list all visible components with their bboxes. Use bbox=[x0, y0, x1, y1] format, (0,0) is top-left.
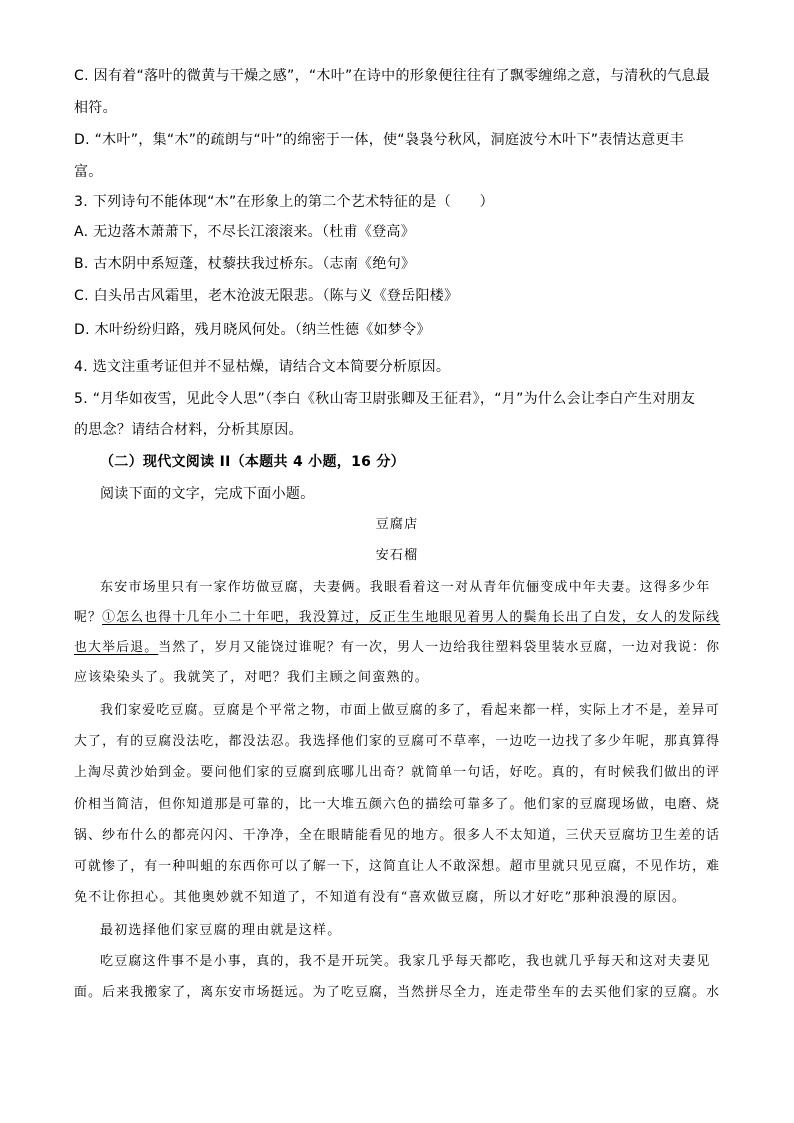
question-3-option-b: B. 古木阴中系短蓬，杖藜扶我过桥东。（志南《绝句》 bbox=[74, 256, 416, 272]
article-p1-line-4: 应该染染头了。我就笑了，对吧？我们主顾之间蛮熟的。 bbox=[74, 670, 430, 685]
article-title: 豆腐店 bbox=[375, 517, 419, 532]
article-author: 安石榴 bbox=[375, 548, 419, 563]
underlined-sentence-1: ①怎么也得十几年小二十年吧，我没算过，反正生生地眼见着男人的鬓角长出了白发，女人的发际线 bbox=[102, 610, 721, 625]
question-3-option-d: D. 木叶纷纷归路，残月晓风何处。（纳兰性德《如梦令》 bbox=[74, 322, 431, 338]
question-5-line-2: 的思念？请结合材料，分析其原因。 bbox=[74, 422, 303, 438]
underlined-sentence-1-end: 也大举后退。 bbox=[74, 640, 159, 655]
article-p2-line-1: 我们家爱吃豆腐。豆腐是个平常之物，市面上做豆腐的多了，看起来都一样，实际上才不是，差异可 bbox=[100, 703, 720, 718]
question-3-stem: 3. 下列诗句不能体现“木”在形象上的第二个艺术特征的是（ ） bbox=[74, 194, 494, 210]
article-p2-line-6: 可就惨了，有一种叫蛆的东西你可以了解一下，这简直让人不敢深想。超市里就只见豆腐，不见作坊，难 bbox=[74, 859, 721, 874]
article-p2-line-7: 免不让你担心。其他奥妙就不知道了，不知道有没有“喜欢做豆腐，所以才好吃”那种浪漫的原因。 bbox=[74, 890, 687, 905]
option-d-line-1: D. “木叶”，集“木”的疏朗与“叶”的绵密于一体，使“袅袅兮秋风，洞庭波兮木叶下”表情达意更丰 bbox=[74, 132, 685, 148]
question-3-option-c: C. 白头吊古风霜里，老木沧波无限悲。（陈与义《登岳阳楼》 bbox=[74, 288, 459, 304]
article-p2-line-2: 大了，有的豆腐没法吃，都没法忍。我选择他们家的豆腐可不草率，一边吃一边找了多少年呢，那真算得 bbox=[74, 734, 721, 749]
article-p1-line-1: 东安市场里只有一家作坊做豆腐，夫妻俩。我眼看着这一对从青年伉俪变成中年夫妻。这得多少年 bbox=[100, 580, 711, 595]
article-p4-line-2: 面。后来我搬家了，离东安市场挺远。为了吃豆腐，当然拼尽全力，连走带坐车的去买他们家的豆腐。水 bbox=[74, 985, 721, 1000]
section-heading: （二）现代文阅读 II（本题共 4 小题，16 分） bbox=[100, 454, 405, 470]
article-p1-line-2-start: 呢？ bbox=[74, 610, 103, 625]
article-p2-line-3: 上淘尽黄沙始到金。要问他们家的豆腐到底哪儿出奇？就简单一句话，好吃。真的，有时候我们做出的评 bbox=[74, 765, 721, 780]
question-4: 4. 选文注重考证但并不显枯燥，请结合文本简要分析原因。 bbox=[74, 359, 451, 375]
article-p1-line-3 bbox=[74, 638, 720, 658]
option-c-line-1: C. 因有着“落叶的微黄与干燥之感”，“木叶”在诗中的形象便往往有了飘零缠绵之意，与清秋的气息最 bbox=[74, 68, 711, 84]
option-d-line-2: 富。 bbox=[74, 164, 103, 180]
article-p4-line-1: 吃豆腐这件事不是小事，真的，我不是开玩笑。我家几乎每天都吃，我也就几乎每天和这对夫妻见 bbox=[100, 954, 711, 969]
article-p1-line-2 bbox=[74, 608, 720, 628]
article-p2-line-5: 锅、纱布什么的都亮闪闪、干净净，全在眼睛能看见的地方。很多人不太知道，三伏天豆腐坊卫生差的话 bbox=[74, 828, 721, 843]
section-instruction: 阅读下面的文字，完成下面小题。 bbox=[100, 486, 315, 502]
article-p1-line-3-rest: 当然了，岁月又能饶过谁呢？有一次，男人一边给我往塑料袋里装水豆腐，一边对我说：你 bbox=[158, 640, 721, 655]
article-p2-line-4: 价相当简洁，但你知道那是可靠的，比一大堆五颜六色的描绘可靠多了。他们家的豆腐现场做，电磨、烧 bbox=[74, 797, 721, 812]
article-p3: 最初选择他们家豆腐的理由就是这样。 bbox=[100, 923, 342, 938]
question-5-line-1: 5. “月华如夜雪，见此令人思”（李白《秋山寄卫尉张卿及王征君》，“月”为什么会让李白产生对朋友 bbox=[74, 391, 696, 407]
question-3-option-a: A. 无边落木萧萧下，不尽长江滚滚来。（杜甫《登高》 bbox=[74, 224, 416, 240]
option-c-line-2: 相符。 bbox=[74, 100, 117, 116]
